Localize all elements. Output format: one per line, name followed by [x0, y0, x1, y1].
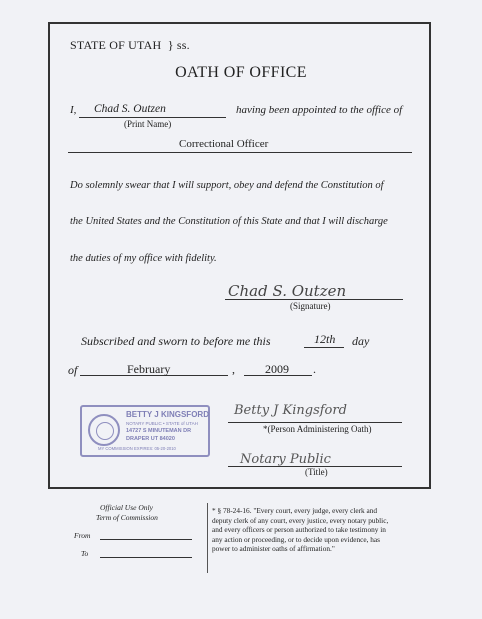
name-line — [79, 117, 226, 118]
appointment-suffix: having been appointed to the office of — [236, 104, 403, 116]
print-name-caption: (Print Name) — [124, 119, 172, 129]
office-title: Correctional Officer — [179, 138, 269, 150]
sworn-year: 2009 — [265, 362, 289, 376]
state-name: STATE OF UTAH — [70, 38, 162, 52]
period: . — [313, 362, 316, 376]
day-line — [304, 347, 344, 348]
stamp-name: BETTY J KINGSFORD — [126, 410, 209, 419]
page-title: OATH OF OFFICE — [175, 64, 307, 81]
title-caption: (Title) — [305, 467, 328, 477]
statute-footnote — [212, 506, 388, 554]
stamp-line-4: DRAPER UT 84020 — [126, 436, 175, 442]
footnote-line-2: deputy clerk of any court, every justice, every notary public, — [212, 515, 389, 525]
appointment-prefix: I, — [70, 104, 77, 116]
term-heading: Term of Commission — [96, 513, 158, 522]
signature-line — [225, 299, 403, 300]
footnote-line-3: and every officers or person authorized to take testimony in — [212, 525, 386, 534]
from-field — [100, 539, 192, 540]
oath-line-3: the duties of my office with fidelity. — [70, 253, 217, 264]
signature-caption: (Signature) — [290, 301, 331, 311]
notary-seal-icon — [88, 414, 120, 446]
notary-stamp — [80, 405, 210, 457]
stamp-line-3: 14727 S MINUTEMAN DR — [126, 428, 192, 434]
administering-signature: Betty J Kingsford — [234, 403, 347, 418]
sworn-month: February — [127, 362, 171, 376]
signature-handwritten: Chad S. Outzen — [228, 282, 347, 300]
from-label: From — [74, 531, 91, 540]
printed-name: Chad S. Outzen — [94, 103, 166, 115]
office-line — [68, 152, 412, 153]
to-label: To — [81, 549, 89, 558]
oath-line-2: the United States and the Constitution of this State and that I will discharge — [70, 216, 388, 227]
official-use-heading: Official Use Only — [100, 503, 153, 512]
sworn-day: 12th — [314, 332, 336, 346]
administering-caption: *(Person Administering Oath) — [263, 424, 372, 434]
section-divider — [207, 503, 208, 573]
title-handwritten: Notary Public — [240, 452, 331, 467]
footnote-line-5: power to administer oaths of affirmation." — [212, 544, 335, 553]
comma: , — [232, 362, 235, 376]
stamp-line-2: NOTARY PUBLIC • STATE of UTAH — [126, 421, 198, 426]
to-field — [100, 557, 192, 558]
of-word: of — [68, 363, 78, 377]
day-word: day — [352, 334, 370, 348]
oath-line-1: Do solemnly swear that I will support, obey and defend the Constitution of — [70, 180, 384, 191]
sworn-prefix: Subscribed and sworn to before me this — [81, 334, 271, 348]
administering-line — [228, 422, 402, 423]
stamp-line-5: MY COMMISSION EXPIRES: 05-20-2010 — [98, 446, 176, 451]
footnote-line-1: * § 78-24-16. "Every court, every judge, every clerk and — [212, 506, 378, 515]
ss-mark: } ss. — [167, 38, 190, 52]
state-line — [70, 38, 190, 53]
footnote-line-4: any action or proceeding, or to decide upon evidence, has — [212, 534, 380, 544]
